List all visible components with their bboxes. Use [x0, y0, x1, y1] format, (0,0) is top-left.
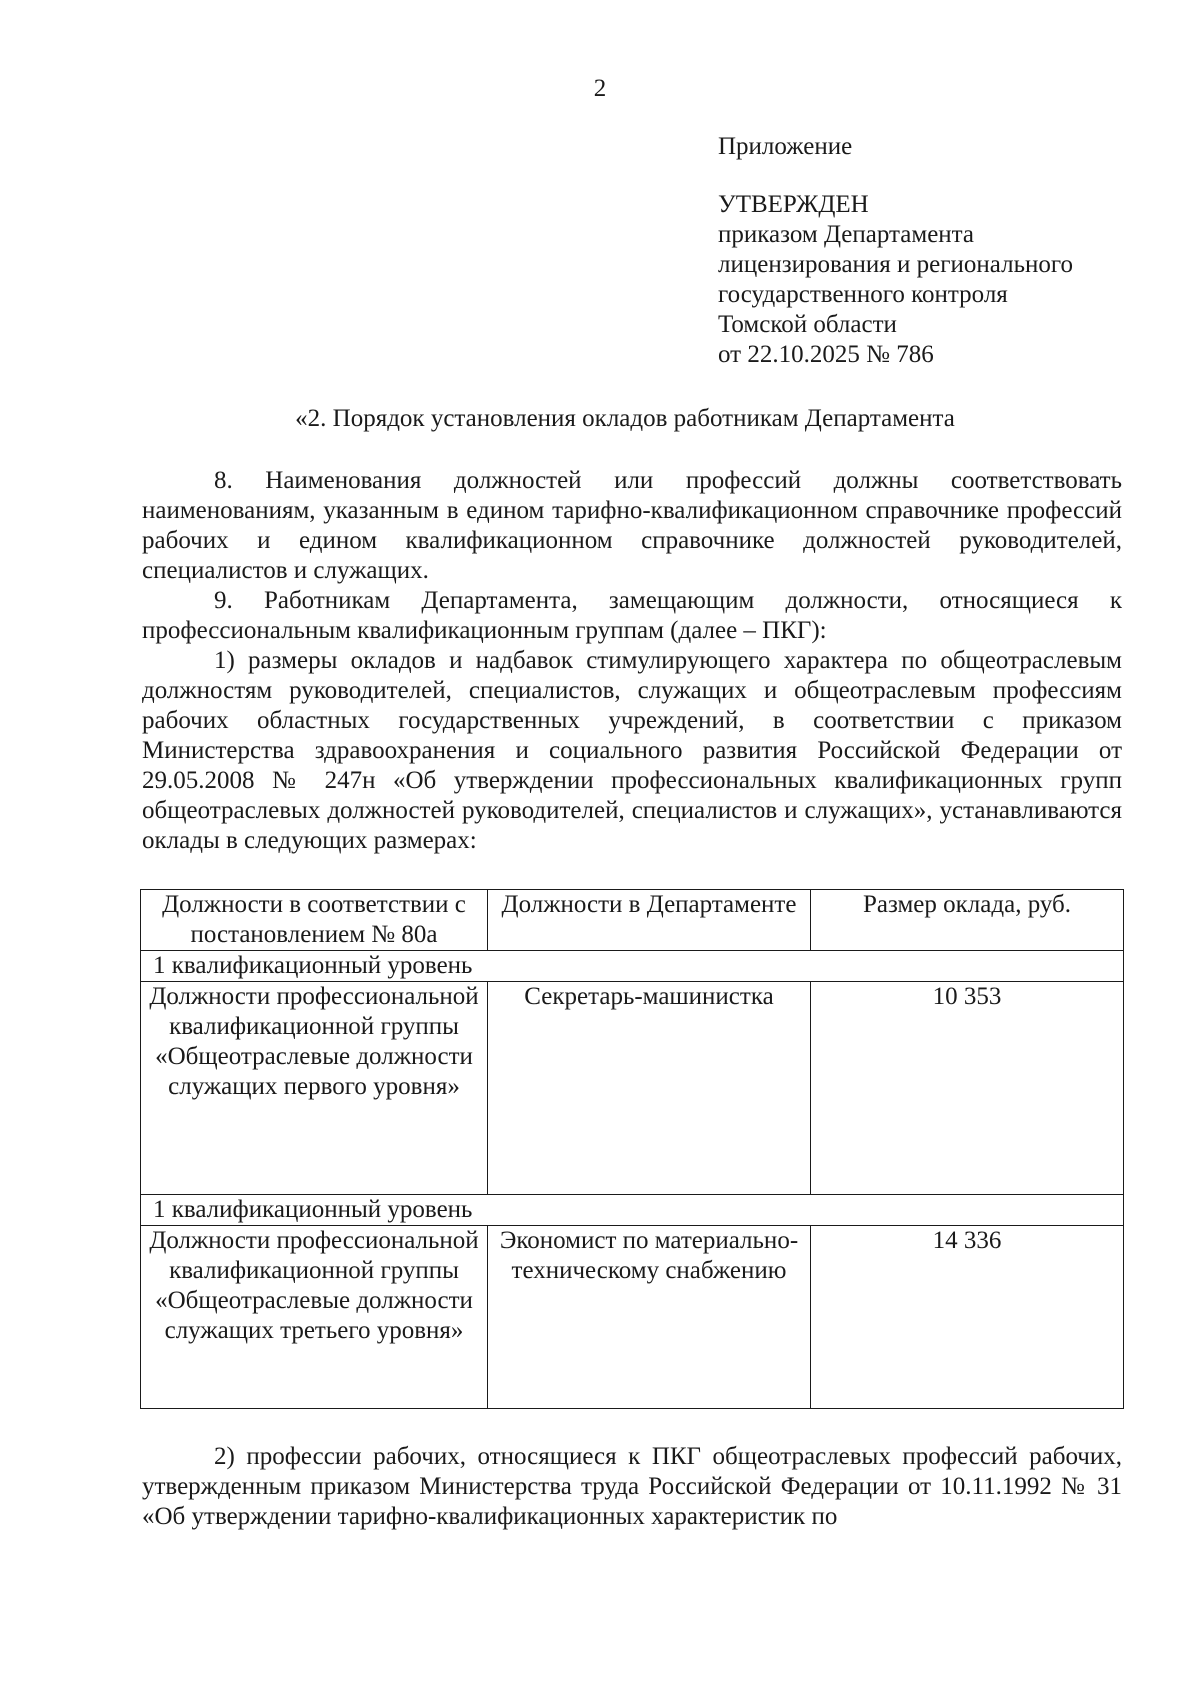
table-row [141, 982, 1124, 1195]
qualification-level-cell: 1 квалификационный уровень [141, 1195, 1124, 1226]
approval-line: Томской области [718, 311, 897, 338]
approval-line: лицензирования и регионального [718, 251, 1073, 278]
table-header-cell: Должности в Департаменте [488, 890, 811, 951]
paragraph-8: 8. Наименования должностей или профессий должны соответствовать наименованиям, указанным в едином тарифно-квалификационном справочнике профессий рабочих и едином квалификационном справочнике должностей руководителей, специалистов и служащих. [142, 467, 1122, 584]
table-header-cell: Должности в соответствии с постановлением № 80а [141, 890, 488, 951]
table-header-row [141, 890, 1124, 951]
paragraph-9-2-block [142, 1442, 1122, 1532]
qualification-level-cell: 1 квалификационный уровень [141, 951, 1124, 982]
page-number: 2 [593, 75, 607, 102]
approval-line: государственного контроля [718, 281, 1008, 308]
approval-line: УТВЕРЖДЕН [718, 191, 869, 218]
approval-line: приказом Департамента [718, 221, 974, 248]
salary-cell: 14 336 [811, 1226, 1124, 1409]
position-cell: Экономист по материально-техническому снабжению [488, 1226, 811, 1409]
approval-block [718, 190, 1073, 370]
table-row [141, 1226, 1124, 1409]
paragraph-8-block [142, 466, 1122, 586]
table-header-cell: Размер оклада, руб. [811, 890, 1124, 951]
salary-table [140, 889, 1124, 1409]
paragraph-9-1: 1) размеры окладов и надбавок стимулирующего характера по общеотраслевым должностям руководителей, специалистов, служащих и общеотраслевым профессиям рабочих областных государственных учреждений, в соответствии с приказом Министерства здравоохранения и социального развития Российской Федерации от 29.05.2008 № 247н «Об утверждении профессиональных квалификационных групп общеотраслевых должностей руководителей, специалистов и служащих», устанавливаются оклады в следующих размерах: [142, 647, 1122, 854]
section-heading: «2. Порядок установления окладов работникам Департамента [295, 405, 955, 432]
paragraph-9-block [142, 586, 1122, 856]
appendix-label: Приложение [718, 133, 853, 160]
position-cell: Секретарь-машинистка [488, 982, 811, 1195]
group-cell: Должности профессиональной квалификационной группы «Общеотраслевые должности служащих третьего уровня» [141, 1226, 488, 1409]
approval-line: от 22.10.2025 № 786 [718, 341, 934, 368]
paragraph-9: 9. Работникам Департамента, замещающим должности, относящиеся к профессиональным квалификационным группам (далее – ПКГ): [142, 587, 1122, 644]
salary-cell: 10 353 [811, 982, 1124, 1195]
table-level-row [141, 1195, 1124, 1226]
table-level-row [141, 951, 1124, 982]
group-cell: Должности профессиональной квалификационной группы «Общеотраслевые должности служащих первого уровня» [141, 982, 488, 1195]
paragraph-9-2: 2) профессии рабочих, относящиеся к ПКГ общеотраслевых профессий рабочих, утвержденным приказом Министерства труда Российской Федерации от 10.11.1992 № 31 «Об утверждении тарифно-квалификационных характеристик по [142, 1443, 1122, 1530]
